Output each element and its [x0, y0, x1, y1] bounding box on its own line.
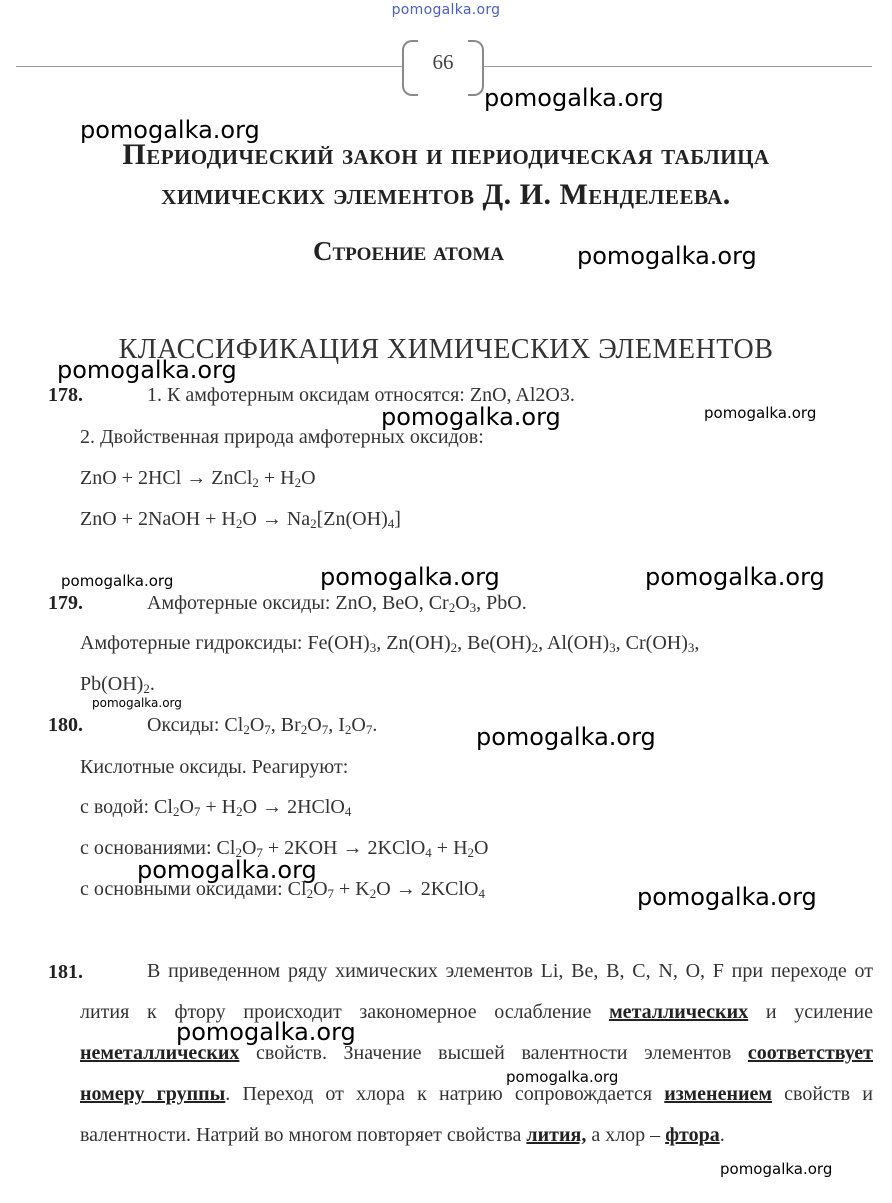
- chem-text: + H: [431, 837, 468, 859]
- chapter-title-line-1: Периодический закон и периодическая таблица: [122, 138, 770, 171]
- chem-subscript: 7: [321, 722, 329, 737]
- watermark: pomogalka.org: [176, 1018, 356, 1046]
- p181-text-5: свойств и валентности. Натрий во многом повторяет свойства: [80, 1083, 874, 1146]
- watermark: pomogalka.org: [137, 856, 317, 884]
- watermark: pomogalka.org: [57, 356, 237, 384]
- chem-text: + K: [334, 878, 370, 900]
- p181-answer-4: изменением: [664, 1083, 772, 1105]
- chem-text: ,: [694, 632, 700, 654]
- chem-subscript: 4: [344, 804, 352, 819]
- watermark: pomogalka.org: [704, 404, 817, 422]
- p180-line1: [147, 714, 377, 737]
- watermark: pomogalka.org: [484, 84, 664, 112]
- chem-text: ]: [394, 508, 401, 530]
- chem-subscript: 2: [243, 722, 250, 737]
- chem-subscript: 2: [252, 475, 259, 490]
- chem-subscript: 2: [235, 516, 243, 531]
- header-rule-left: [16, 66, 402, 67]
- chem-text: O: [455, 592, 470, 614]
- watermark: pomogalka.org: [320, 563, 500, 591]
- problem-number-180: 180.: [48, 714, 83, 736]
- p181-answer-3: соответствует номеру группы: [80, 1042, 873, 1105]
- chem-text: с основаниями: Cl: [80, 837, 236, 859]
- watermark: pomogalka.org: [92, 696, 182, 710]
- chem-text: Амфотерные гидроксиды: Fe(OH): [80, 632, 370, 654]
- chem-subscript: 2: [531, 640, 539, 655]
- chem-subscript: 2: [310, 516, 317, 531]
- problem-number-181: 181.: [48, 961, 83, 983]
- watermark: pomogalka.org: [80, 116, 260, 144]
- watermark: pomogalka.org: [720, 1160, 833, 1178]
- chem-text: O: [179, 796, 194, 818]
- watermark: pomogalka.org: [61, 572, 174, 590]
- chem-text: , Al(OH): [538, 632, 610, 654]
- p180-line2: Кислотные оксиды. Реагируют:: [80, 756, 349, 778]
- chem-subscript: 2: [467, 845, 475, 860]
- chem-text: O: [313, 878, 328, 900]
- chem-text: Оксиды: Cl: [147, 714, 244, 736]
- chem-subscript: 2: [450, 640, 458, 655]
- chem-subscript: 3: [687, 640, 695, 655]
- chem-text: O → 2KClO: [376, 878, 479, 900]
- p180-line3: [80, 796, 351, 819]
- p181-text-4: . Переход от хлора к натрию сопровождается: [225, 1083, 665, 1105]
- watermark: pomogalka.org: [476, 723, 656, 751]
- p181-text-2: и усиление: [748, 1001, 873, 1023]
- p181-text-3: свойств. Значение высшей валентности элементов: [239, 1042, 748, 1064]
- chem-text: , Br: [270, 714, 301, 736]
- p178-line2: 2. Двойственная природа амфотерных оксидов:: [80, 426, 484, 448]
- chem-text: + H: [200, 796, 237, 818]
- chem-text: .: [149, 673, 155, 695]
- watermark: pomogalka.org: [506, 1068, 619, 1086]
- chem-subscript: 7: [327, 886, 335, 901]
- chem-subscript: 4: [387, 516, 395, 531]
- chem-text: Амфотерные оксиды: ZnO, BeO, Cr: [147, 592, 449, 614]
- chem-text: + H: [258, 467, 295, 489]
- p178-equation-1: [80, 467, 316, 490]
- chem-text: , Zn(OH): [376, 632, 451, 654]
- chem-text: O → Na: [242, 508, 311, 530]
- top-watermark: pomogalka.org: [391, 2, 501, 18]
- p179-line3: [80, 673, 155, 696]
- chem-text: O → 2HClO: [242, 796, 345, 818]
- p178-equation-2: [80, 508, 401, 531]
- chem-subscript: 2: [294, 475, 302, 490]
- p179-line2: [80, 632, 699, 655]
- chem-text: O: [249, 714, 265, 736]
- watermark: pomogalka.org: [637, 883, 817, 911]
- chem-subscript: 2: [236, 804, 243, 819]
- p181-answer-1: металлических: [609, 1001, 749, 1023]
- chem-subscript: 2: [300, 722, 308, 737]
- p181-answer-5: лития,: [526, 1124, 587, 1146]
- chem-subscript: 2: [172, 804, 180, 819]
- chem-subscript: 7: [193, 804, 201, 819]
- chem-subscript: 4: [478, 886, 485, 901]
- chem-subscript: 7: [256, 845, 263, 860]
- p181-text-1: В приведенном ряду химических элементов Li, Be, B, C, N, O, F при переходе от лития к фтору происходит закономерное ослабление: [80, 960, 873, 1023]
- chem-text: O: [241, 837, 257, 859]
- chem-subscript: 2: [235, 845, 242, 860]
- chem-text: ZnO + 2NaOH + H: [80, 508, 236, 530]
- problem-number-179: 179.: [48, 592, 83, 614]
- p178-line1: 1. К амфотерным оксидам относятся: ZnO, Al2O3.: [147, 384, 575, 406]
- chem-subscript: 2: [369, 886, 377, 901]
- chem-text: , I: [328, 714, 345, 736]
- watermark: pomogalka.org: [645, 563, 825, 591]
- p181-text-6: а хлор –: [586, 1124, 666, 1146]
- chem-subscript: 2: [306, 886, 314, 901]
- chem-subscript: 2: [448, 600, 456, 615]
- chem-text: O: [307, 714, 322, 736]
- chem-subscript: 2: [344, 722, 352, 737]
- chapter-title-line-2: химических элементов Д. И. Менделеева.: [161, 178, 731, 211]
- section-heading: КЛАССИФИКАЦИЯ ХИМИЧЕСКИХ ЭЛЕМЕНТОВ: [118, 334, 774, 365]
- chem-subscript: 3: [609, 640, 616, 655]
- chem-text: Pb(OH): [80, 673, 144, 695]
- watermark: pomogalka.org: [381, 403, 561, 431]
- problem-number-178: 178.: [48, 384, 83, 406]
- chapter-subtitle: Строение атома: [313, 236, 505, 266]
- p181-paragraph: [80, 951, 873, 1156]
- chem-text: ZnO + 2HCl → ZnCl: [80, 467, 253, 489]
- chem-text: , PbO.: [476, 592, 527, 614]
- watermark: pomogalka.org: [577, 242, 757, 270]
- chem-subscript: 7: [365, 722, 373, 737]
- p179-line1: [147, 592, 527, 615]
- chem-text: .: [372, 714, 378, 736]
- p181-answer-2: неметаллических: [80, 1042, 240, 1064]
- header-rule-right: [484, 66, 872, 67]
- p181-answer-6: фтора: [665, 1124, 720, 1146]
- page-number: 66: [432, 50, 454, 74]
- chem-text: O: [474, 837, 489, 859]
- chem-subscript: 3: [469, 600, 477, 615]
- chem-text: , Be(OH): [457, 632, 532, 654]
- chem-subscript: 4: [425, 845, 432, 860]
- chem-text: O: [351, 714, 366, 736]
- chem-text: с основными оксидами: Cl: [80, 878, 307, 900]
- chem-subscript: 3: [369, 640, 377, 655]
- chem-text: [Zn(OH): [316, 508, 388, 530]
- chem-text: O: [301, 467, 316, 489]
- p181-text-7: .: [719, 1124, 725, 1146]
- chem-text: + 2KOH → 2KClO: [262, 837, 426, 859]
- chem-subscript: 7: [264, 722, 271, 737]
- chem-subscript: 2: [143, 681, 150, 696]
- chem-text: с водой: Cl: [80, 796, 173, 818]
- chem-text: , Cr(OH): [615, 632, 688, 654]
